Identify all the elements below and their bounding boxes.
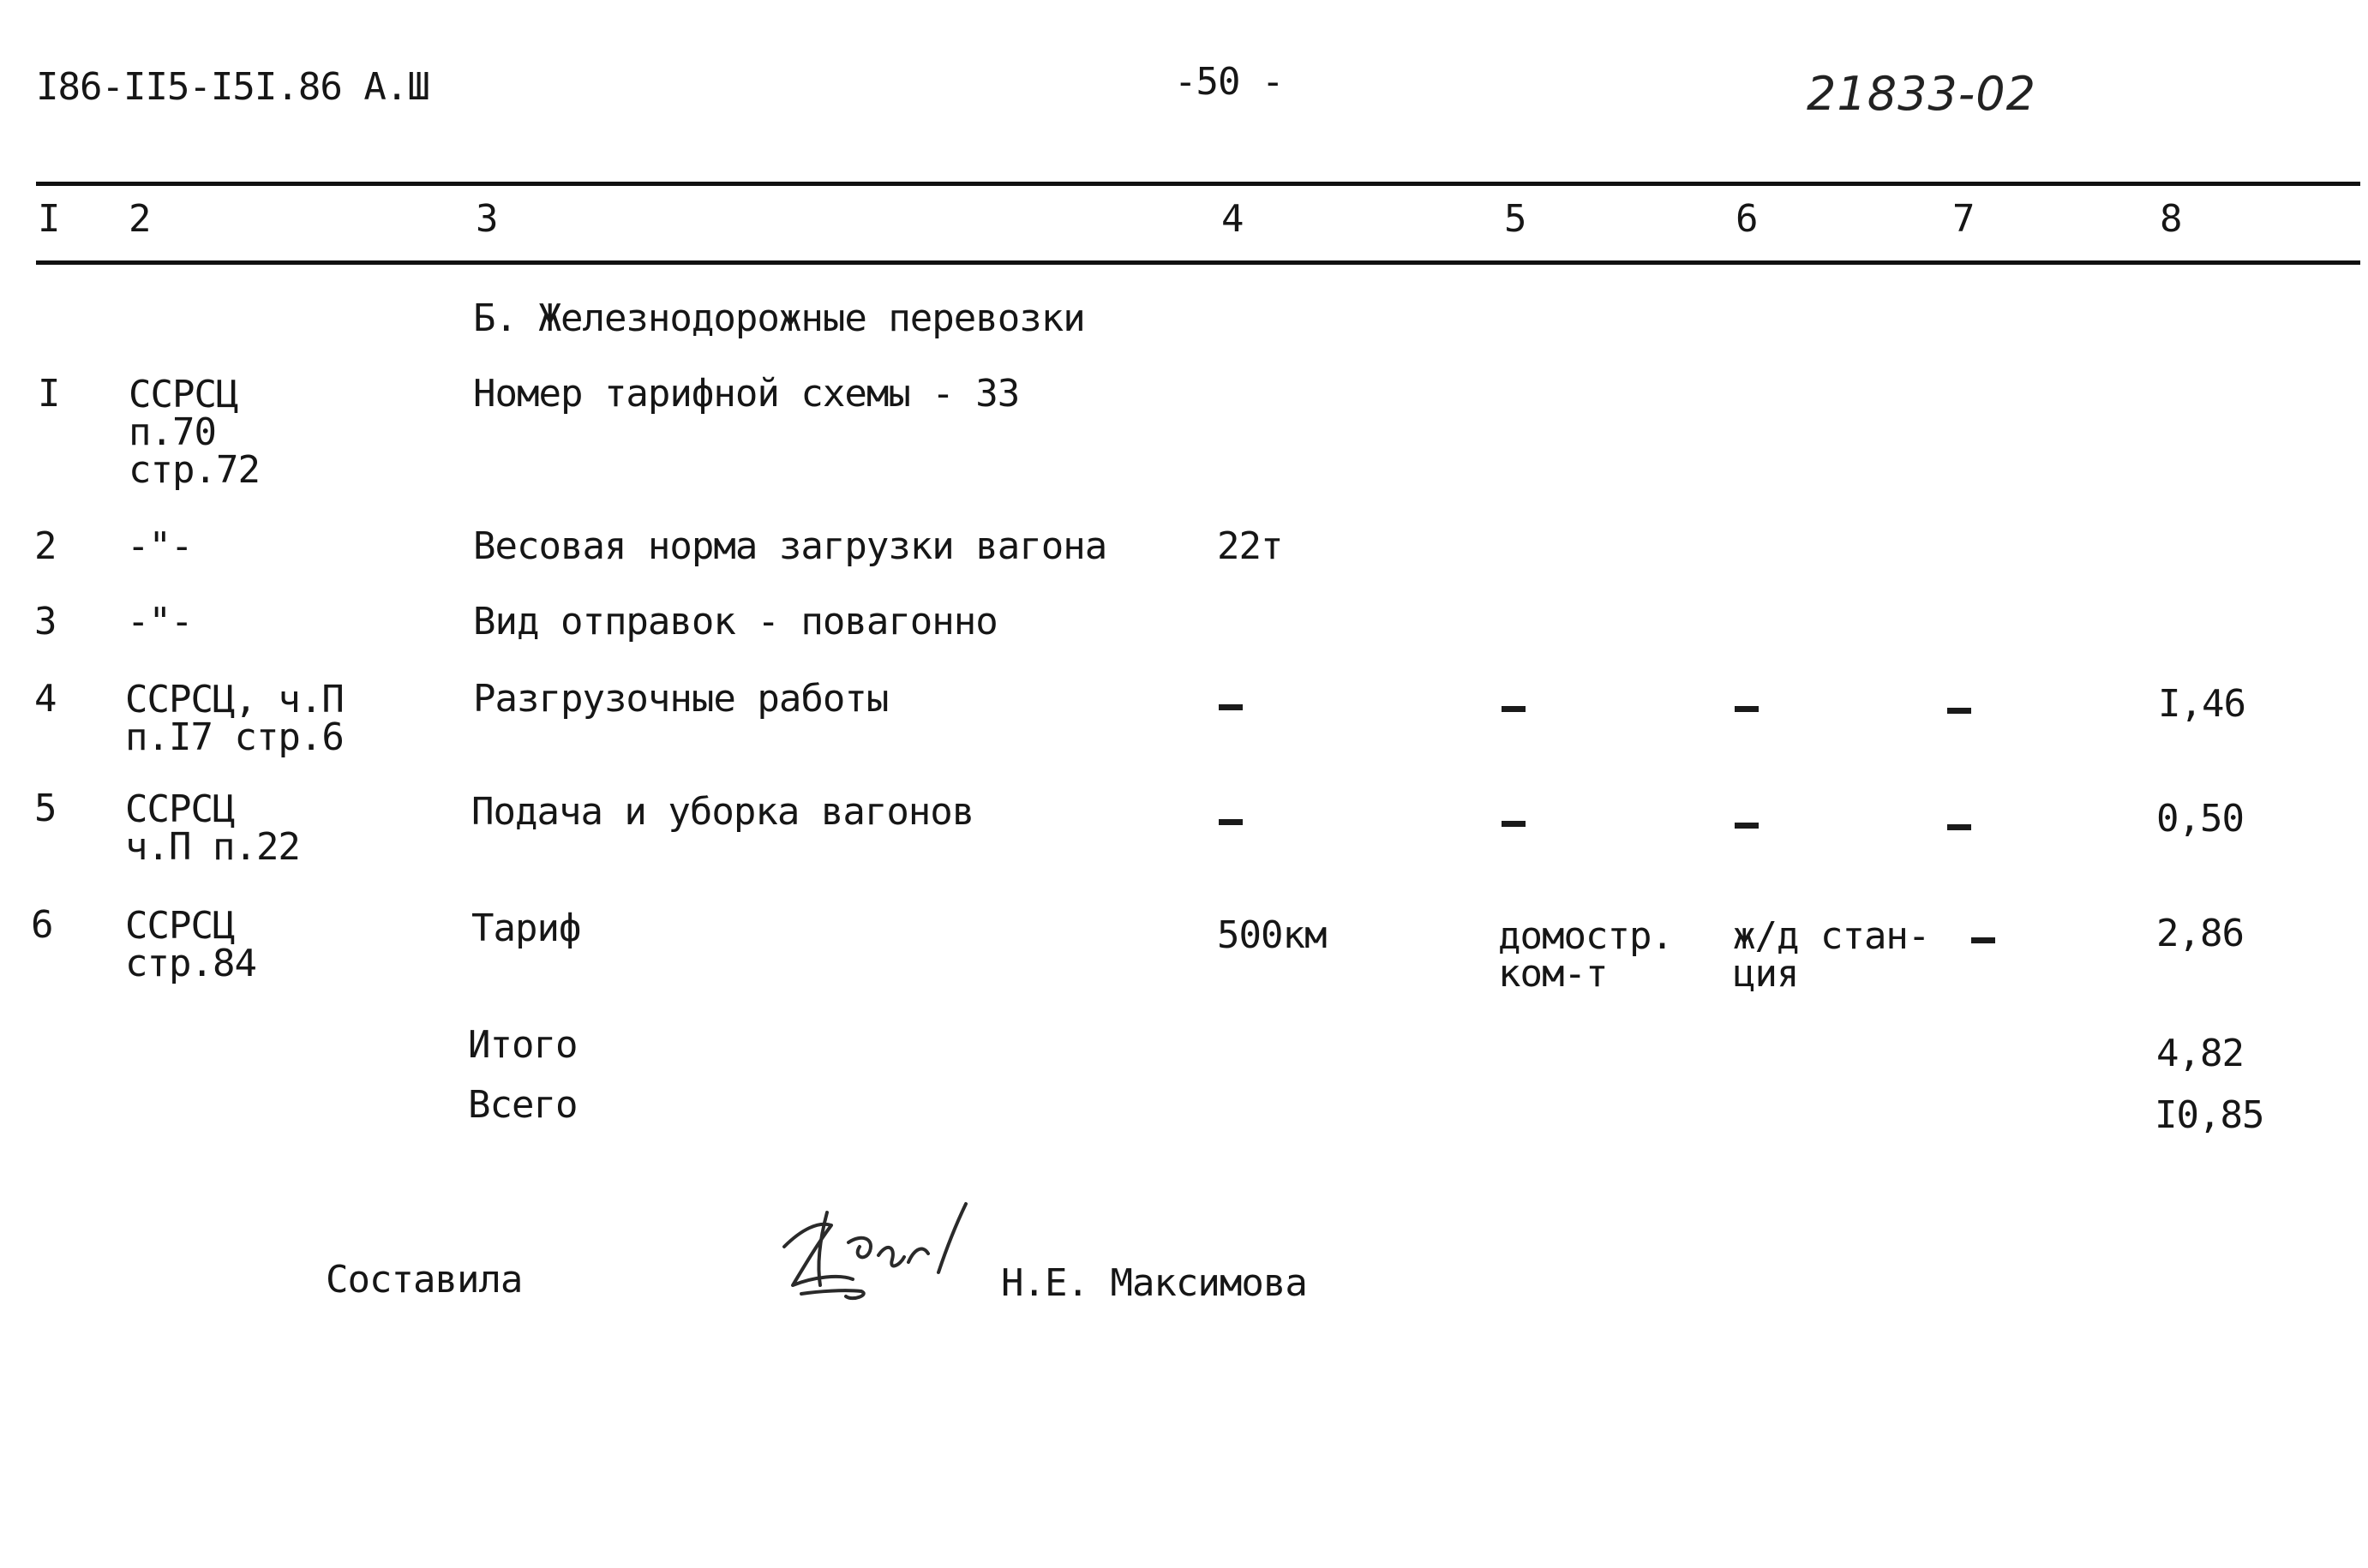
- total-value: 4,82: [2156, 1032, 2244, 1075]
- row-amount: 0,50: [2156, 797, 2244, 841]
- row-col4-dash: [1219, 704, 1243, 710]
- row-description: Подача и уборка вагонов: [471, 790, 974, 834]
- row-col4-value: 22т: [1217, 524, 1283, 568]
- row-number: 6: [31, 903, 53, 947]
- column-header-8: 8: [2160, 197, 2182, 241]
- column-header-5: 5: [1504, 197, 1526, 241]
- row-description: Тариф: [471, 907, 581, 950]
- row-description: Весовая норма загрузки вагона: [473, 524, 1107, 568]
- table-top-rule: [36, 182, 2360, 186]
- table-header-rule: [36, 260, 2360, 265]
- row-col6-dash: [1735, 823, 1759, 829]
- column-header-4: 4: [1221, 197, 1244, 241]
- row-number: 2: [34, 524, 57, 568]
- section-title: Б. Железнодорожные перевозки: [473, 296, 1085, 340]
- total-label: Итого: [468, 1023, 578, 1067]
- archive-number: 21833-02: [1807, 67, 2036, 121]
- row-col6-line: ж/д стан-: [1733, 914, 1930, 958]
- compiler-name: Н.Е. Максимова: [1001, 1261, 1307, 1305]
- column-header-6: 6: [1736, 197, 1758, 241]
- row-description: Разгрузочные работы: [473, 677, 889, 721]
- row-source-line: -"-: [127, 600, 193, 643]
- row-number: 3: [34, 600, 57, 643]
- row-col5-dash: [1502, 706, 1526, 712]
- row-description: Номер тарифной схемы - 33: [473, 372, 1020, 416]
- row-col7-dash: [1947, 708, 1971, 714]
- row-source-line: -"-: [127, 524, 193, 568]
- row-source-line: стр.84: [125, 942, 256, 985]
- row-col5-dash: [1502, 821, 1526, 827]
- row-source-line: п.I7 стр.6: [125, 715, 344, 759]
- row-source-line: ч.П п.22: [125, 825, 300, 869]
- row-number: 4: [34, 677, 57, 721]
- column-header-7: 7: [1952, 197, 1975, 241]
- row-col6-dash: [1735, 706, 1759, 712]
- column-header-3: 3: [476, 197, 498, 241]
- document-code: I86-II5-I5I.86 А.Ш: [36, 65, 429, 109]
- total-label: Всего: [468, 1083, 578, 1127]
- row-col7-dash: [1947, 824, 1971, 830]
- row-source-line: ССРСЦ: [125, 787, 235, 831]
- column-header-1: I: [38, 197, 60, 241]
- row-col7-dash: [1971, 937, 1995, 943]
- column-header-2: 2: [129, 197, 151, 241]
- total-value: I0,85: [2155, 1093, 2264, 1137]
- row-col5-line: ком-т: [1498, 952, 1608, 996]
- row-col6-line: ция: [1733, 952, 1799, 996]
- row-source-line: ССРСЦ, ч.П: [125, 678, 344, 721]
- signature: [767, 1195, 981, 1324]
- page-number: -50 -: [1174, 60, 1284, 104]
- row-amount: 2,86: [2156, 912, 2244, 955]
- row-col5-line: домостр.: [1498, 914, 1673, 958]
- row-description: Вид отправок - повагонно: [473, 600, 998, 643]
- row-source-line: ССРСЦ: [125, 904, 235, 948]
- row-source-line: ССРСЦ: [129, 373, 238, 416]
- row-col4-dash: [1219, 819, 1243, 825]
- row-col4-value: 500км: [1217, 913, 1327, 957]
- row-amount: I,46: [2158, 682, 2245, 726]
- row-source-line: п.70: [129, 410, 216, 454]
- row-source-line: стр.72: [129, 448, 260, 492]
- row-number: 5: [34, 787, 57, 830]
- compiled-by-label: Составила: [326, 1258, 523, 1302]
- row-number: I: [38, 372, 60, 416]
